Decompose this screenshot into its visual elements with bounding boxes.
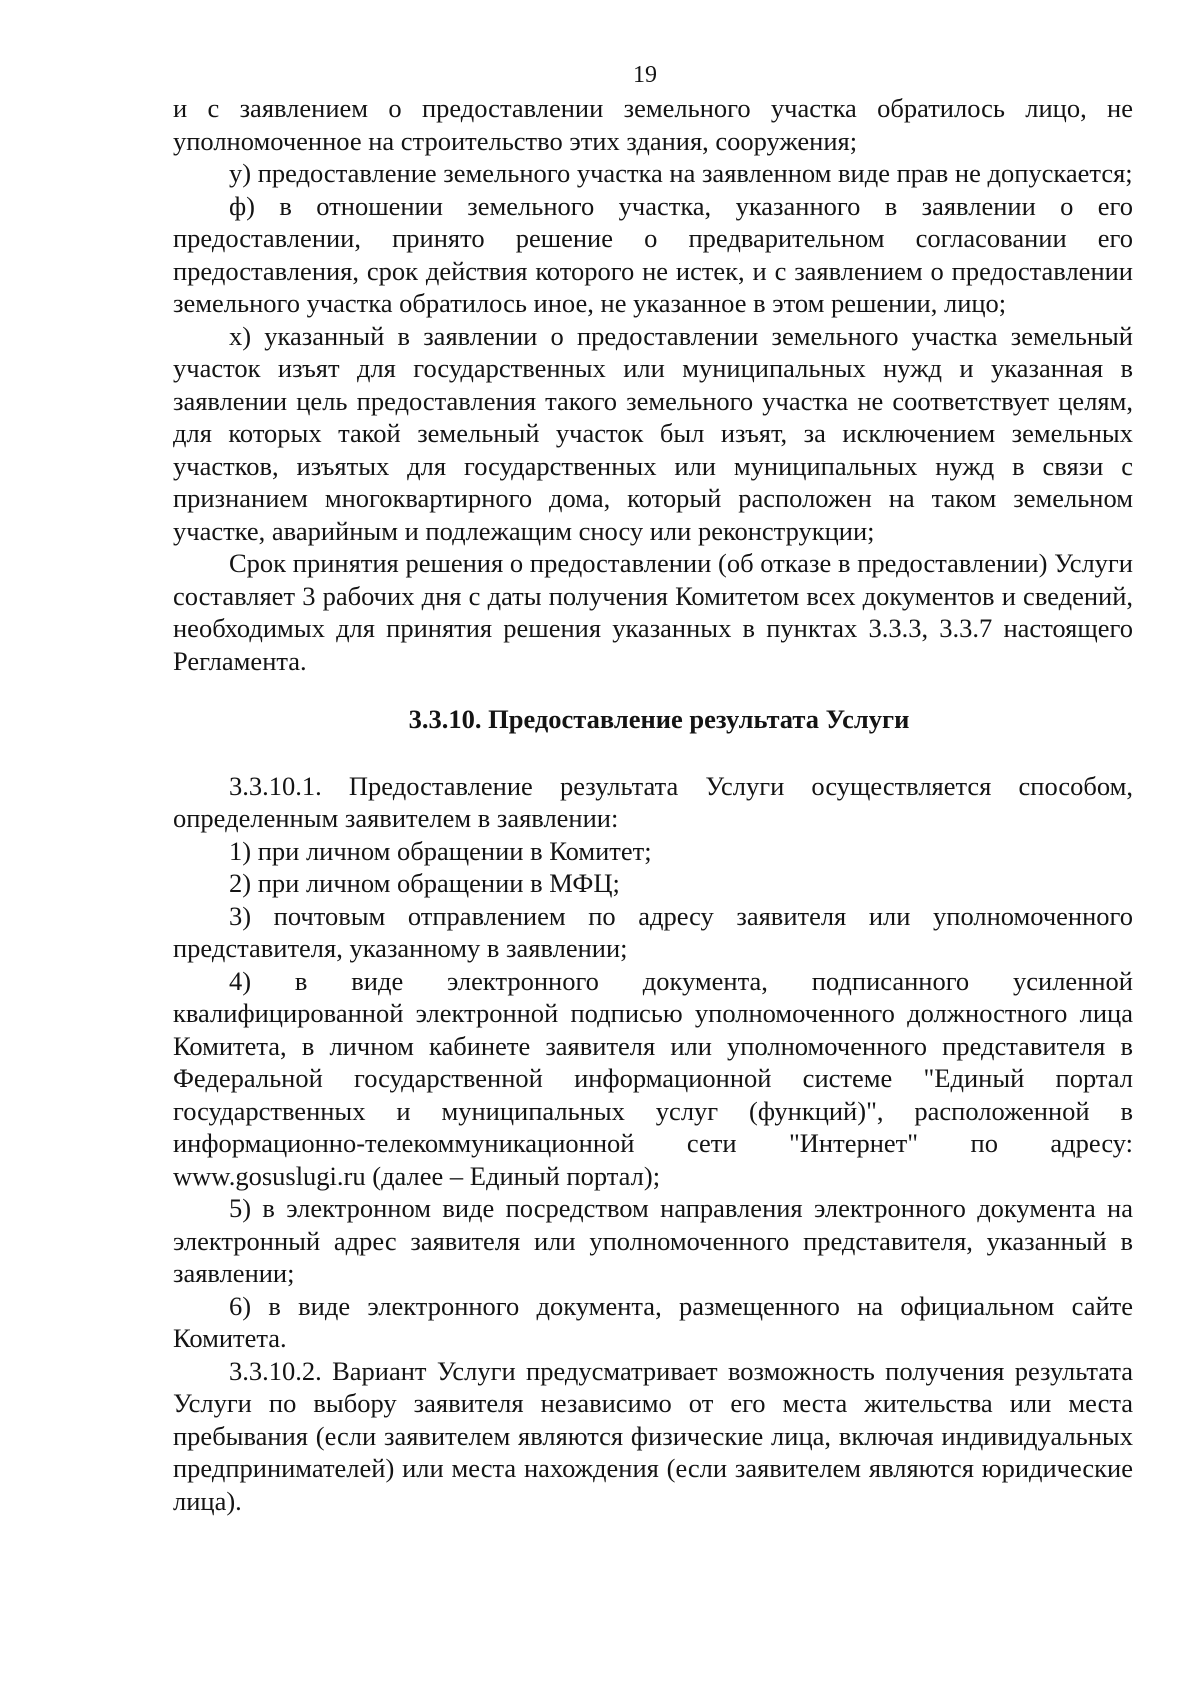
section-heading: 3.3.10. Предоставление результата Услуги xyxy=(408,704,910,734)
paragraph-item-u: у) предоставление земельного участка на заявленном виде прав не допускается; xyxy=(229,158,1133,188)
paragraph-item-kh: х) указанный в заявлении о предоставлении земельного участка земельный участок изъят для государственных или муниципальных нужд и указанная в заявлении цель предоставления такого земельного участка не соответствует целям, для которых такой земельный участок был изъят, за исключением земельных участков, изъятых для государственных или муниципальных нужд в связи с признанием многоквартирного дома, который расположен на таком земельном участке, аварийным и подлежащим сносу или реконструкции; xyxy=(173,320,1133,546)
paragraph-3-3-10-1: 3.3.10.1. Предоставление результата Услуги осуществляется способом, определенным заявителем в заявлении: xyxy=(173,770,1133,833)
list-item-method-6: 6) в виде электронного документа, размещенного на официальном сайте Комитета. xyxy=(173,1290,1133,1353)
list-item-method-4: 4) в виде электронного документа, подписанного усиленной квалифицированной электронной подписью уполномоченного должностного лица Комитета, в личном кабинете заявителя или уполномоченного представителя в Федеральной государственной информационной системе "Единый портал государственных и муниципальных услуг (функций)", расположенной в информационно-телекоммуникационной сети "Интернет" по адресу: www.gosuslugi.ru (далее – Единый портал); xyxy=(173,965,1133,1191)
list-item-method-3: 3) почтовым отправлением по адресу заявителя или уполномоченного представителя, указанному в заявлении; xyxy=(173,900,1133,963)
paragraph-item-f: ф) в отношении земельного участка, указанного в заявлении о его предоставлении, принято решение о предварительном согласовании его предоставления, срок действия которого не истек, и с заявлением о предоставлении земельного участка обратилось иное, не указанное в этом решении, лицо; xyxy=(173,190,1133,318)
page-number: 19 xyxy=(633,62,657,88)
paragraph-deadline: Срок принятия решения о предоставлении (об отказе в предоставлении) Услуги составляет 3 рабочих дня с даты получения Комитетом всех документов и сведений, необходимых для принятия решения указанных в пунктах 3.3.3, 3.3.7 настоящего Регламента. xyxy=(173,548,1133,676)
list-item-method-1: 1) при личном обращении в Комитет; xyxy=(229,835,652,866)
document-body xyxy=(173,92,1133,1517)
list-item-method-2: 2) при личном обращении в МФЦ; xyxy=(229,868,620,898)
paragraph-continuation: и с заявлением о предоставлении земельного участка обратилось лицо, не уполномоченное на строительство этих здания, сооружения; xyxy=(173,93,1133,156)
paragraph-3-3-10-2: 3.3.10.2. Вариант Услуги предусматривает возможность получения результата Услуги по выбору заявителя независимо от его места жительства или места пребывания (если заявителем являются физические лица, включая индивидуальных предпринимателей) или места нахождения (если заявителем являются юридические лица). xyxy=(173,1355,1133,1516)
list-item-method-5: 5) в электронном виде посредством направления электронного документа на электронный адрес заявителя или уполномоченного представителя, указанный в заявлении; xyxy=(173,1193,1133,1288)
